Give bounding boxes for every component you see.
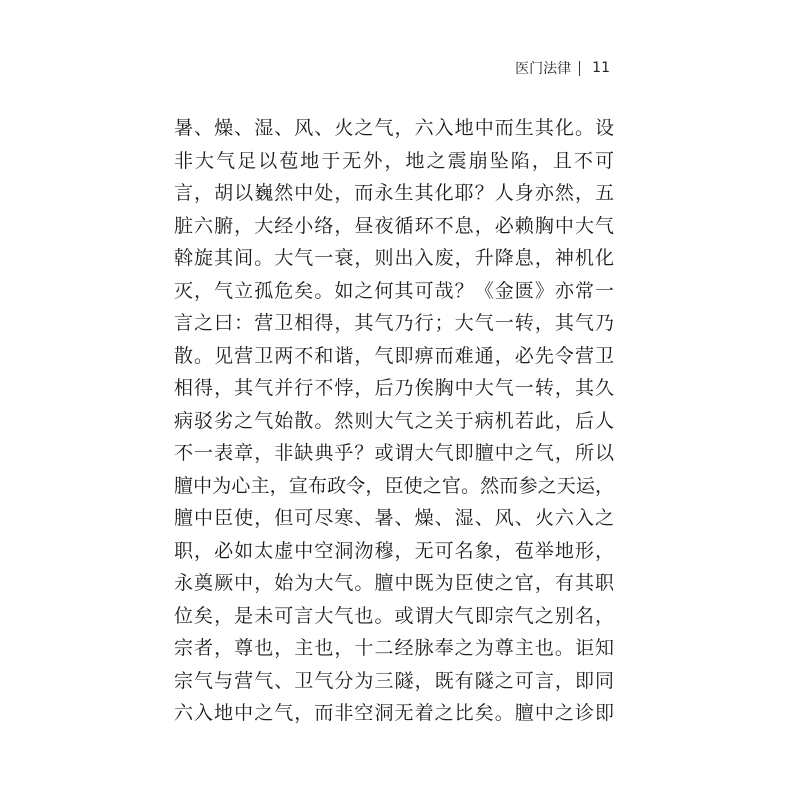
text-line: 暑、燥、湿、风、火之气，六入地中而生其化。设	[174, 117, 614, 139]
text-line: 非大气足以苞地于无外，地之震崩坠陷，且不可	[174, 149, 614, 172]
body-text	[174, 112, 614, 730]
text-line: 膻中臣使，但可尽寒、暑、燥、湿、风、火六入之	[174, 507, 614, 529]
text-line: 位矣，是未可言大气也。或谓大气即宗气之别名，	[174, 604, 614, 627]
text-line: 宗气与营气、卫气分为三隧，既有隧之可言，即同	[174, 669, 614, 692]
text-line: 散。见营卫两不和谐，气即痹而难通，必先令营卫	[174, 344, 614, 367]
text-line: 职，必如太虚中空洞沕穆，无可名象，苞举地形，	[174, 539, 614, 562]
text-line: 言之曰：营卫相得，其气乃行；大气一转，其气乃	[174, 312, 614, 334]
text-line: 病驳劣之气始散。然则大气之关于病机若此，后人	[174, 409, 614, 432]
text-line: 永奠厥中，始为大气。膻中既为臣使之官，有其职	[174, 572, 614, 594]
chapter-title: 医门法律	[515, 61, 572, 77]
text-line: 脏六腑，大经小络，昼夜循环不息，必赖胸中大气	[174, 214, 614, 237]
text-line: 宗者，尊也，主也，十二经脉奉之为尊主也。讵知	[174, 637, 614, 659]
header-divider	[579, 61, 580, 76]
text-line: 斡旋其间。大气一衰，则出入废，升降息，神机化	[174, 247, 614, 269]
text-line: 言，胡以巍然中处，而永生其化耶？人身亦然，五	[174, 182, 614, 204]
text-line: 相得，其气并行不悖，后乃俟胸中大气一转，其久	[174, 377, 614, 399]
text-line: 不一表章，非缺典乎？或谓大气即膻中之气，所以	[174, 442, 614, 464]
text-line: 灭，气立孤危矣。如之何其可哉？《金匮》亦常一	[174, 279, 614, 302]
running-header	[515, 58, 610, 78]
page-number: 11	[592, 60, 610, 76]
text-line: 膻中为心主，宣布政令，臣使之官。然而参之天运，	[174, 474, 614, 497]
text-line: 六入地中之气，而非空洞无着之比矣。膻中之诊即	[174, 702, 614, 724]
